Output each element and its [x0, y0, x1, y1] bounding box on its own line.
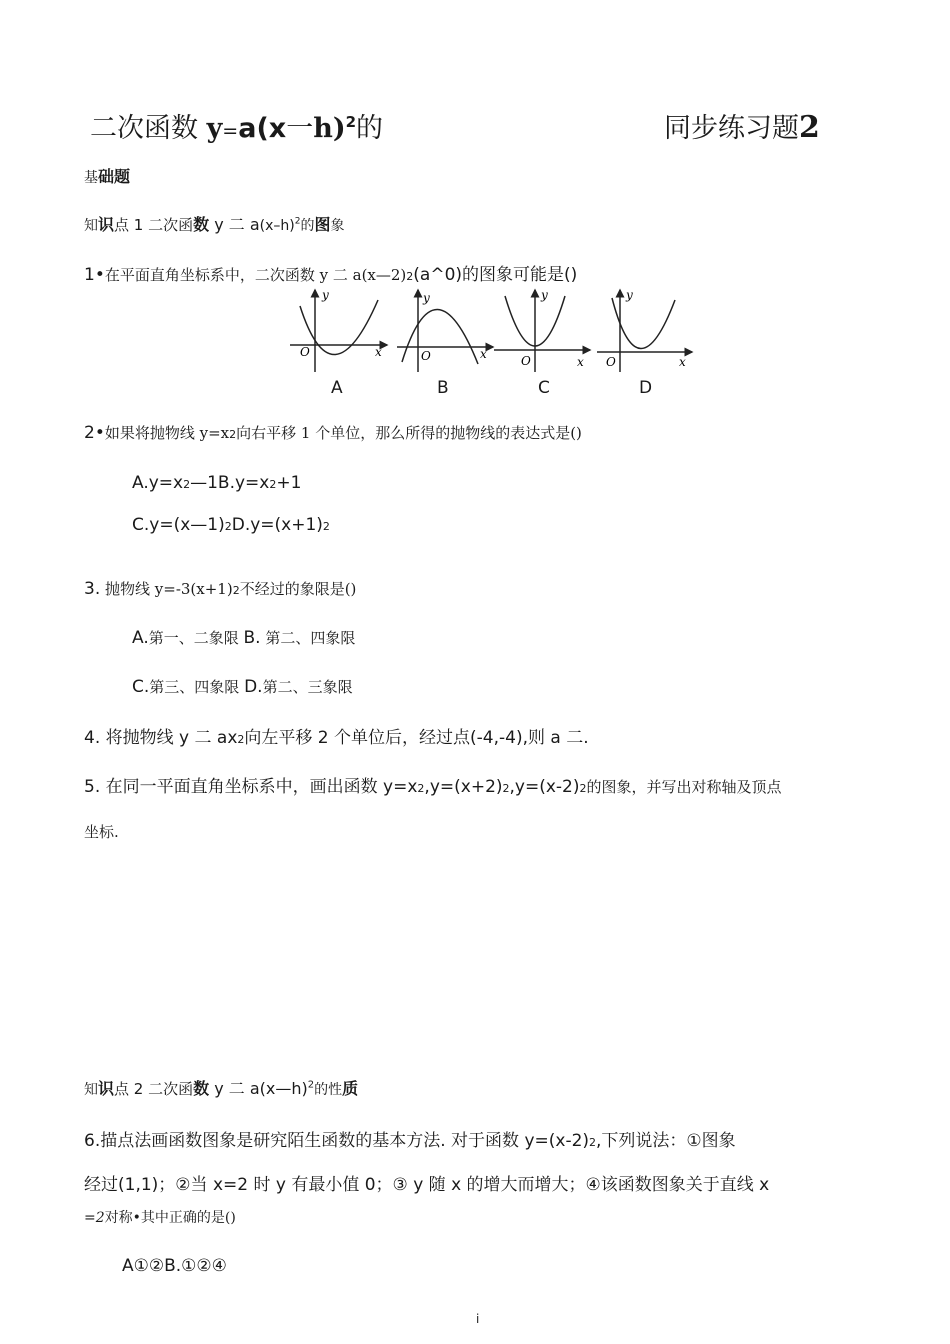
q4-number: 4. [84, 728, 101, 748]
q1-text2: (a^0)的图象可能是() [413, 265, 578, 285]
q6-line-3 [84, 1207, 236, 1227]
q1-text: 在平面直角坐标系中，二次函数 y 二 a(x—2) [104, 266, 407, 284]
q3-text-b: 不经过的象限是() [239, 580, 357, 598]
graph-label-c: C [538, 378, 550, 398]
q5-number: 5. [84, 777, 101, 797]
kp2-c: 点 2 二次函 [114, 1080, 194, 1098]
graph-b-y-label: y [423, 291, 430, 305]
q5-sub2: 2 [502, 782, 510, 795]
graph-b-parabola [402, 309, 478, 364]
q3-options-ab [132, 627, 355, 648]
page-number: i [476, 1312, 480, 1326]
q2-opt-c: C.y=(x—1) [132, 515, 225, 535]
q5-line-2: 坐标. [84, 823, 119, 841]
q2-number: 2• [84, 423, 105, 443]
q2-opt-a: A.y=x [132, 473, 184, 493]
question-1 [84, 260, 577, 285]
kp1-a: 知 [84, 218, 98, 234]
q6-line-3-b: 对称•其中正确的是() [104, 1210, 236, 1226]
q2-text-b: 向右平移 1 个单位，那么所得的抛物线的表达式是() [236, 424, 582, 442]
q2-options-ab [132, 473, 301, 493]
kp1-i: 象 [330, 218, 345, 234]
q2-opt-b: —1B.y=x [190, 473, 270, 493]
question-6 [84, 1126, 736, 1151]
graph-b-x-label: x [480, 347, 487, 361]
q5-text-d: 的图象，并写出对称轴及顶点 [586, 778, 782, 796]
question-4 [84, 723, 589, 748]
q3-number: 3. [84, 579, 101, 599]
kp1-b: 识 [98, 215, 115, 234]
q2-opt-b-sub: 2 [269, 478, 277, 491]
q3-opt-b-text: 第二、四象限 [260, 629, 356, 647]
q3-opt-a: A. [132, 628, 149, 648]
section-basic-b: 础题 [98, 167, 131, 186]
q6-options: A①②B.①②④ [122, 1256, 227, 1276]
section-basic-a: 基 [84, 170, 98, 186]
q2-opt-a-sub: 2 [183, 478, 191, 491]
q4-sub: 2 [237, 733, 245, 746]
q2-opt-d-sub: 2 [322, 520, 330, 533]
graph-a-x-label: x [375, 345, 382, 359]
q6-line-2: 经过(1,1)；②当 x=2 时 y 有最小值 0；③ y 随 x 的增大而增大；④该函数图象关于直线 x [84, 1175, 770, 1195]
q2-options-cd [132, 515, 330, 535]
section-basic [84, 164, 130, 187]
kp1-g: 的 [300, 218, 315, 234]
title-equals: = [222, 120, 239, 142]
graph-a-y-label: y [322, 288, 329, 302]
q5-text-a: 在同一平面直角坐标系中，画出函数 y=x [100, 777, 418, 797]
q3-options-cd [132, 676, 353, 697]
q2-opt-c-sub: 2 [224, 520, 232, 533]
graph-label-d: D [639, 378, 653, 398]
q6-text-a: 描点法画函数图象是研究陌生函数的基本方法. 对于函数 y=(x-2) [100, 1131, 590, 1151]
title-minus: 一 [286, 113, 314, 144]
graph-label-b: B [437, 378, 449, 398]
q2-opt-b-end: +1 [276, 473, 302, 493]
kp2-g: 质 [342, 1079, 359, 1098]
q5-sub3: 2 [579, 782, 587, 795]
q2-opt-d: D.y=(x+1) [231, 515, 323, 535]
knowledge-point-1 [84, 212, 345, 235]
title-de: 的 [356, 113, 384, 144]
q4-text-b: 向左平移 2 个单位后，经过点(-4,-4),则 a 二. [244, 728, 589, 748]
q4-text-a: 将抛物线 y 二 ax [100, 728, 238, 748]
kp1-e: y 二 a [209, 215, 260, 234]
q2-text-a: 如果将抛物线 y=x [104, 424, 230, 442]
title-text-prefix: 二次函数 [90, 113, 207, 144]
graph-a [290, 288, 387, 372]
q1-number: 1• [84, 265, 105, 285]
question-2 [84, 422, 582, 443]
graph-d-parabola [612, 298, 675, 349]
q3-opt-d-text: 第二、三象限 [262, 678, 353, 696]
graph-d-y-label: y [626, 288, 633, 302]
kp1-h: 图 [314, 215, 331, 234]
question-3 [84, 578, 356, 599]
q3-opt-c: C. [132, 677, 150, 697]
q6-text-b: ,下列说法：①图象 [596, 1131, 736, 1151]
title-right-number: 2 [799, 110, 820, 145]
q5-sub1: 2 [417, 782, 425, 795]
page-title [90, 106, 383, 145]
title-sup: 2 [345, 113, 357, 131]
title-y: y [206, 113, 223, 144]
graph-c-y-label: y [541, 288, 548, 302]
knowledge-point-2 [84, 1076, 358, 1099]
page-title-right [664, 106, 820, 145]
graph-d [597, 288, 692, 372]
kp1-sup: 2 [294, 216, 301, 227]
graph-label-a: A [331, 378, 343, 398]
title-h: h) [313, 113, 346, 144]
kp2-f: 的性 [314, 1082, 343, 1098]
kp1-f: (x–h) [259, 218, 295, 234]
graph-c-origin: O [521, 354, 531, 368]
graph-c [494, 288, 590, 372]
kp2-sup: 2 [307, 1079, 315, 1091]
q6-sub: 2 [589, 1136, 597, 1149]
graph-b-origin: O [421, 349, 431, 363]
kp2-e: y 二 a(x—h) [209, 1079, 308, 1098]
q2-sub: 2 [229, 428, 237, 441]
title-right-text: 同步练习题 [664, 113, 799, 144]
q5-text-b: ,y=(x+2) [424, 777, 503, 797]
q5-text-c: ,y=(x-2) [509, 777, 580, 797]
graph-c-x-label: x [577, 355, 584, 369]
q3-opt-d: D. [244, 677, 263, 697]
q3-opt-c-text: 第三、四象限 [149, 678, 245, 696]
kp2-d: 数 [193, 1079, 210, 1098]
q1-sub: 2 [406, 270, 414, 283]
kp1-d: 数 [193, 215, 210, 234]
q3-opt-b: B. [243, 628, 261, 648]
kp2-b: 识 [98, 1079, 115, 1098]
title-a-x: a(x [238, 113, 287, 144]
kp2-a: 知 [84, 1082, 98, 1098]
q6-number: 6. [84, 1131, 101, 1151]
q3-text-a: 抛物线 y=-3(x+1) [100, 580, 233, 598]
q3-sub: 2 [232, 584, 240, 597]
q1-graphs [290, 286, 700, 376]
q3-opt-a-text: 第一、二象限 [148, 629, 244, 647]
kp1-c: 点 1 二次函 [114, 216, 194, 234]
graph-b [397, 290, 493, 372]
question-5 [84, 772, 782, 797]
q6-line-3-a: =2 [84, 1210, 105, 1226]
graph-a-origin: O [300, 345, 310, 359]
graph-d-x-label: x [679, 355, 686, 369]
graph-a-parabola [300, 300, 378, 355]
graph-d-origin: O [606, 355, 616, 369]
